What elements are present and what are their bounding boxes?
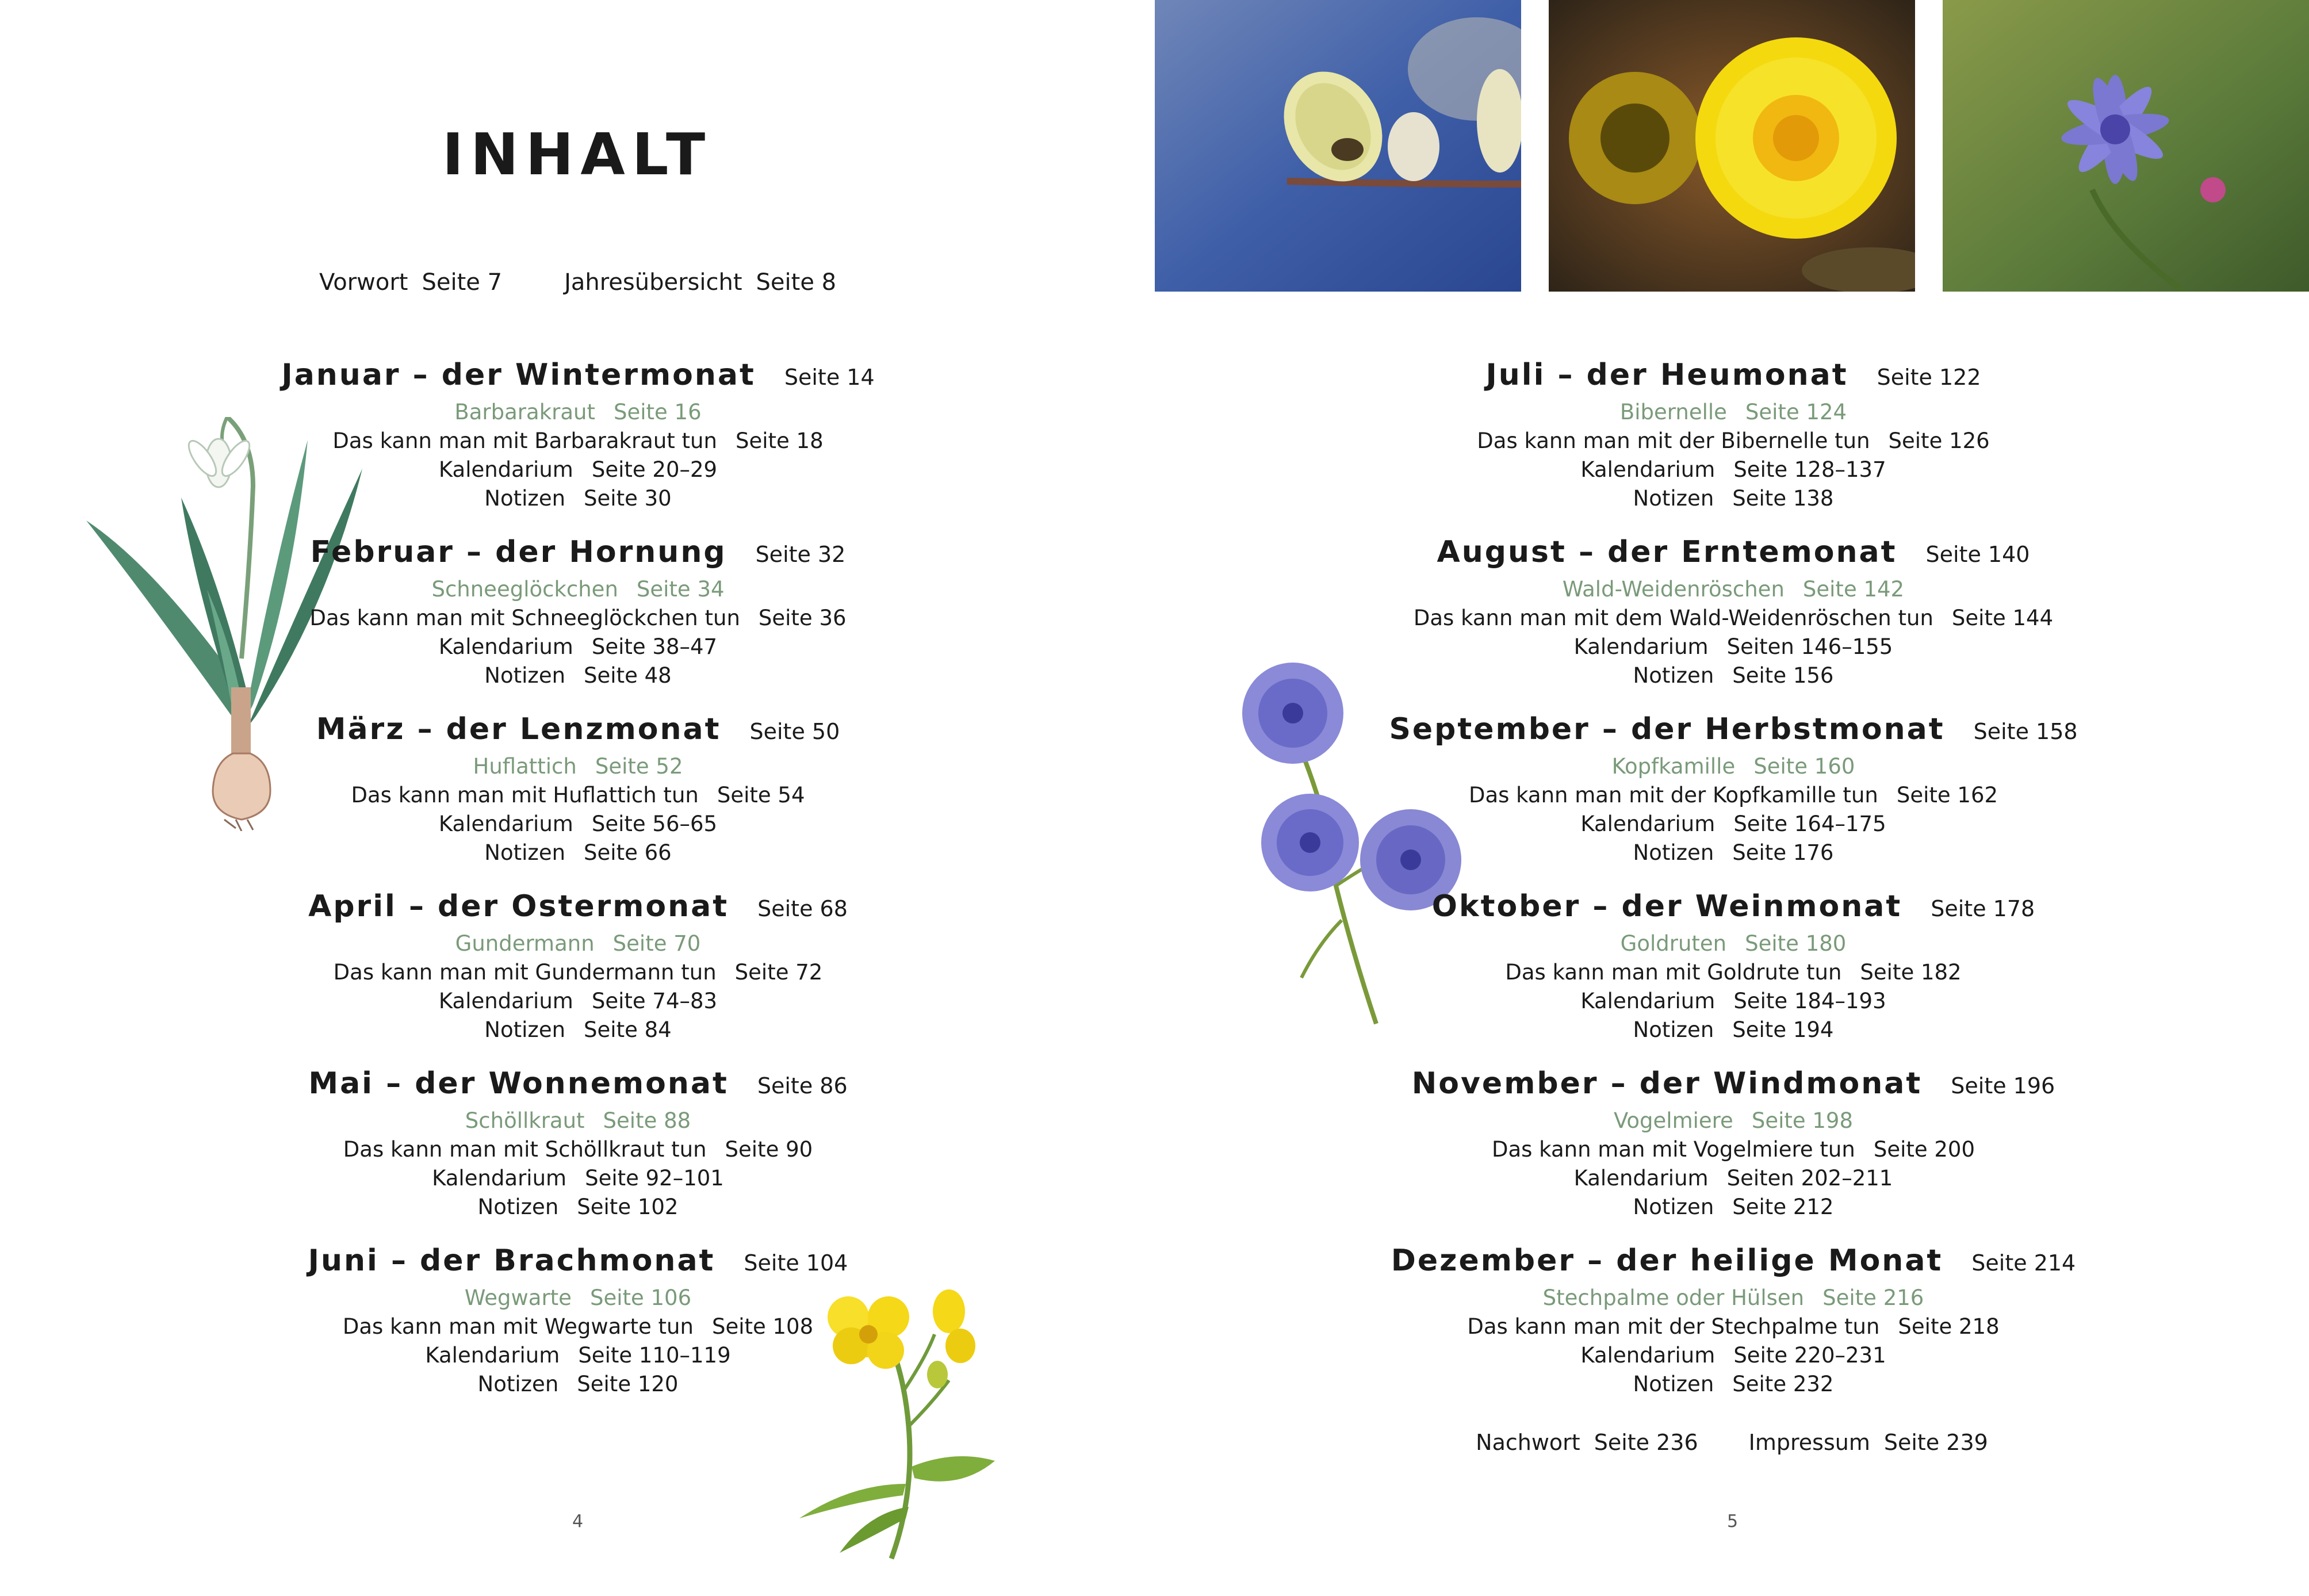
kalendarium-page: Seite 184–193 [1733, 989, 1886, 1013]
notizen-line [1360, 661, 2107, 690]
use-page: Seite 218 [1898, 1314, 2000, 1339]
notizen-line [204, 839, 952, 867]
use-line [204, 604, 952, 633]
plant-page: Seite 142 [1802, 577, 1905, 602]
plant-name: Huflattich [473, 754, 577, 779]
kalendarium-page: Seite 38–47 [591, 634, 718, 659]
use-page: Seite 18 [735, 428, 824, 453]
month-page: Seite 68 [757, 896, 848, 921]
use-text: Das kann man mit Huflattich tun [351, 783, 699, 807]
plant-page: Seite 34 [636, 577, 725, 602]
plant-page: Seite 180 [1745, 931, 1847, 956]
plant-page: Seite 106 [589, 1285, 692, 1310]
kalendarium-line [1360, 633, 2107, 661]
notizen-line [204, 661, 952, 690]
notizen-line [204, 484, 952, 513]
plant-page: Seite 198 [1751, 1108, 1854, 1133]
celandine-illustration [788, 1277, 1001, 1564]
willow-catkin-photo [1155, 0, 1521, 292]
kalendarium-label: Kalendarium [438, 457, 573, 482]
notizen-line [1360, 1016, 2107, 1044]
notizen-label: Notizen [1633, 1017, 1714, 1042]
plant-name: Gundermann [455, 931, 595, 956]
use-page: Seite 90 [725, 1137, 813, 1162]
use-text: Das kann man mit Vogelmiere tun [1491, 1137, 1855, 1162]
notizen-page: Seite 176 [1732, 840, 1834, 865]
plant-line [1360, 1284, 2107, 1312]
month-heading: September – der Herbstmonat [1389, 712, 1945, 747]
use-line [204, 1135, 952, 1164]
month-page: Seite 32 [755, 542, 846, 567]
use-line [1360, 604, 2107, 633]
notizen-label: Notizen [1633, 840, 1714, 865]
month-heading: Januar – der Wintermonat [281, 358, 756, 392]
notizen-page: Seite 102 [577, 1195, 679, 1219]
notizen-page: Seite 48 [584, 663, 672, 688]
notizen-page: Seite 120 [577, 1372, 679, 1396]
kalendarium-page: Seite 128–137 [1733, 457, 1886, 482]
plant-name: Barbarakraut [454, 400, 595, 424]
notizen-page: Seite 156 [1732, 663, 1834, 688]
month-page: Seite 178 [1931, 896, 2035, 921]
use-text: Das kann man mit Schöllkraut tun [343, 1137, 707, 1162]
use-page: Seite 36 [758, 606, 847, 630]
use-line [1360, 781, 2107, 810]
chicory-photo [1943, 0, 2309, 292]
notizen-label: Notizen [477, 1372, 559, 1396]
use-page: Seite 182 [1860, 960, 1962, 985]
month-heading: August – der Erntemonat [1437, 535, 1897, 569]
use-line [1360, 1135, 2107, 1164]
notizen-line [1360, 1193, 2107, 1222]
kalendarium-label: Kalendarium [425, 1343, 560, 1368]
kalendarium-label: Kalendarium [438, 812, 573, 836]
plant-page: Seite 216 [1822, 1285, 1924, 1310]
kalendarium-label: Kalendarium [438, 634, 573, 659]
kalendarium-label: Kalendarium [432, 1166, 567, 1191]
plant-name: Wald-Weidenröschen [1562, 577, 1785, 602]
month-page: Seite 158 [1973, 719, 2078, 744]
coltsfoot-photo [1549, 0, 1915, 292]
plant-line [1360, 398, 2107, 427]
month-entry-november [1360, 1063, 2107, 1222]
plant-page: Seite 70 [612, 931, 701, 956]
plant-line [204, 752, 952, 781]
month-heading: Mai – der Wonnemonat [308, 1066, 729, 1101]
plant-page: Seite 52 [595, 754, 683, 779]
use-text: Das kann man mit Barbarakraut tun [332, 428, 717, 453]
month-heading: November – der Windmonat [1411, 1066, 1923, 1101]
notizen-label: Notizen [484, 840, 566, 865]
month-heading: Oktober – der Weinmonat [1431, 889, 1902, 924]
jahresuebersicht-page: Seite 8 [756, 269, 837, 296]
kalendarium-page: Seite 92–101 [585, 1166, 724, 1191]
impressum-page: Seite 239 [1883, 1430, 1988, 1455]
notizen-label: Notizen [484, 1017, 566, 1042]
plant-name: Bibernelle [1619, 400, 1727, 424]
plant-name: Wegwarte [464, 1285, 572, 1310]
left-page [0, 0, 1154, 1596]
month-heading: Juli – der Heumonat [1485, 358, 1848, 392]
kalendarium-line [1360, 456, 2107, 484]
plant-page: Seite 88 [603, 1108, 691, 1133]
plant-line [204, 575, 952, 604]
month-heading: Dezember – der heilige Monat [1391, 1243, 1943, 1278]
month-entry-august [1360, 531, 2107, 690]
notizen-page: Seite 84 [584, 1017, 672, 1042]
page-title: INHALT [442, 121, 713, 188]
plant-page: Seite 124 [1745, 400, 1847, 424]
use-line [1360, 958, 2107, 987]
notizen-page: Seite 232 [1732, 1372, 1834, 1396]
use-line [204, 427, 952, 456]
kalendarium-page: Seite 20–29 [591, 457, 718, 482]
plant-name: Stechpalme oder Hülsen [1542, 1285, 1805, 1310]
month-page: Seite 104 [744, 1250, 848, 1276]
kalendarium-label: Kalendarium [438, 989, 573, 1013]
kalendarium-line [204, 456, 952, 484]
use-page: Seite 126 [1888, 428, 1990, 453]
use-page: Seite 144 [1951, 606, 2054, 630]
kalendarium-line [1360, 987, 2107, 1016]
nachwort-page: Seite 236 [1594, 1430, 1698, 1455]
month-heading: Februar – der Hornung [310, 535, 727, 569]
month-heading: April – der Ostermonat [308, 889, 729, 924]
use-page: Seite 72 [734, 960, 823, 985]
vorwort-page: Seite 7 [422, 269, 503, 296]
plant-line [204, 398, 952, 427]
notizen-page: Seite 138 [1732, 486, 1834, 511]
kalendarium-page: Seite 56–65 [591, 812, 718, 836]
month-entry-mai [204, 1063, 952, 1222]
kalendarium-label: Kalendarium [1580, 457, 1716, 482]
plant-name: Schöllkraut [465, 1108, 585, 1133]
notizen-label: Notizen [477, 1195, 559, 1219]
kalendarium-page: Seite 164–175 [1733, 812, 1886, 836]
month-page: Seite 14 [784, 365, 875, 390]
use-text: Das kann man mit Wegwarte tun [342, 1314, 694, 1339]
plant-line [1360, 752, 2107, 781]
right-page [1155, 0, 2309, 1596]
plant-page: Seite 16 [613, 400, 702, 424]
use-text: Das kann man mit der Stechpalme tun [1467, 1314, 1880, 1339]
kalendarium-line [204, 810, 952, 839]
kalendarium-page: Seite 74–83 [591, 989, 718, 1013]
month-page: Seite 196 [1951, 1073, 2055, 1099]
kalendarium-label: Kalendarium [1580, 812, 1716, 836]
use-text: Das kann man mit der Kopfkamille tun [1468, 783, 1878, 807]
month-heading: Juni – der Brachmonat [308, 1243, 715, 1278]
month-page: Seite 50 [749, 719, 840, 744]
use-line [204, 781, 952, 810]
month-entry-oktober [1360, 886, 2107, 1044]
outro-line [1155, 1430, 2309, 1455]
notizen-page: Seite 212 [1732, 1195, 1834, 1219]
plant-name: Schneeglöckchen [431, 577, 618, 602]
kalendarium-label: Kalendarium [1580, 989, 1716, 1013]
notizen-label: Notizen [1633, 1372, 1714, 1396]
use-text: Das kann man mit Gundermann tun [333, 960, 717, 985]
month-entry-maerz [204, 709, 952, 867]
month-page: Seite 122 [1877, 365, 1981, 390]
use-text: Das kann man mit der Bibernelle tun [1477, 428, 1870, 453]
month-page: Seite 214 [1971, 1250, 2076, 1276]
notizen-page: Seite 194 [1732, 1017, 1834, 1042]
use-page: Seite 162 [1896, 783, 1998, 807]
use-line [1360, 427, 2107, 456]
kalendarium-line [204, 1164, 952, 1193]
plant-page: Seite 160 [1753, 754, 1855, 779]
notizen-line [204, 1193, 952, 1222]
notizen-label: Notizen [1633, 1195, 1714, 1219]
jahresuebersicht-label: Jahresübersicht [564, 269, 742, 296]
page-number-right: 5 [1727, 1511, 1739, 1532]
month-entry-april [204, 886, 952, 1044]
notizen-label: Notizen [1633, 663, 1714, 688]
month-heading: März – der Lenzmonat [316, 712, 721, 747]
plant-line [1360, 929, 2107, 958]
notizen-page: Seite 66 [584, 840, 672, 865]
plant-line [204, 1107, 952, 1135]
plant-line [1360, 575, 2107, 604]
month-entry-september [1360, 709, 2107, 867]
kalendarium-line [1360, 810, 2107, 839]
plant-line [204, 929, 952, 958]
month-page: Seite 140 [1925, 542, 2030, 567]
month-entry-dezember [1360, 1240, 2107, 1399]
kalendarium-label: Kalendarium [1573, 634, 1709, 659]
month-entry-februar [204, 531, 952, 690]
use-text: Das kann man mit Goldrute tun [1505, 960, 1842, 985]
use-page: Seite 108 [711, 1314, 814, 1339]
plant-name: Kopfkamille [1611, 754, 1736, 779]
plant-name: Vogelmiere [1613, 1108, 1733, 1133]
use-line [204, 958, 952, 987]
kalendarium-label: Kalendarium [1580, 1343, 1716, 1368]
month-entry-juli [1360, 354, 2107, 513]
notizen-line [1360, 484, 2107, 513]
intro-line [319, 269, 850, 296]
impressum-label: Impressum [1748, 1430, 1870, 1455]
use-text: Das kann man mit Schneeglöckchen tun [309, 606, 740, 630]
use-line [1360, 1312, 2107, 1341]
notizen-label: Notizen [484, 663, 566, 688]
month-page: Seite 86 [757, 1073, 848, 1099]
kalendarium-page: Seite 110–119 [578, 1343, 731, 1368]
kalendarium-line [204, 987, 952, 1016]
notizen-line [1360, 839, 2107, 867]
kalendarium-label: Kalendarium [1573, 1166, 1709, 1191]
nachwort-label: Nachwort [1476, 1430, 1580, 1455]
notizen-line [1360, 1370, 2107, 1399]
kalendarium-page: Seite 220–231 [1733, 1343, 1886, 1368]
kalendarium-line [204, 633, 952, 661]
kalendarium-line [1360, 1164, 2107, 1193]
month-entry-januar [204, 354, 952, 513]
plant-name: Goldruten [1620, 931, 1727, 956]
notizen-label: Notizen [1633, 486, 1714, 511]
vorwort-label: Vorwort [319, 269, 408, 296]
page-number-left: 4 [572, 1511, 584, 1532]
use-text: Das kann man mit dem Wald-Weidenröschen tun [1413, 606, 1933, 630]
notizen-page: Seite 30 [584, 486, 672, 511]
notizen-label: Notizen [484, 486, 566, 511]
plant-line [1360, 1107, 2107, 1135]
kalendarium-page: Seiten 146–155 [1726, 634, 1893, 659]
kalendarium-page: Seiten 202–211 [1726, 1166, 1893, 1191]
use-page: Seite 54 [717, 783, 805, 807]
notizen-line [204, 1016, 952, 1044]
kalendarium-line [1360, 1341, 2107, 1370]
use-page: Seite 200 [1873, 1137, 1975, 1162]
